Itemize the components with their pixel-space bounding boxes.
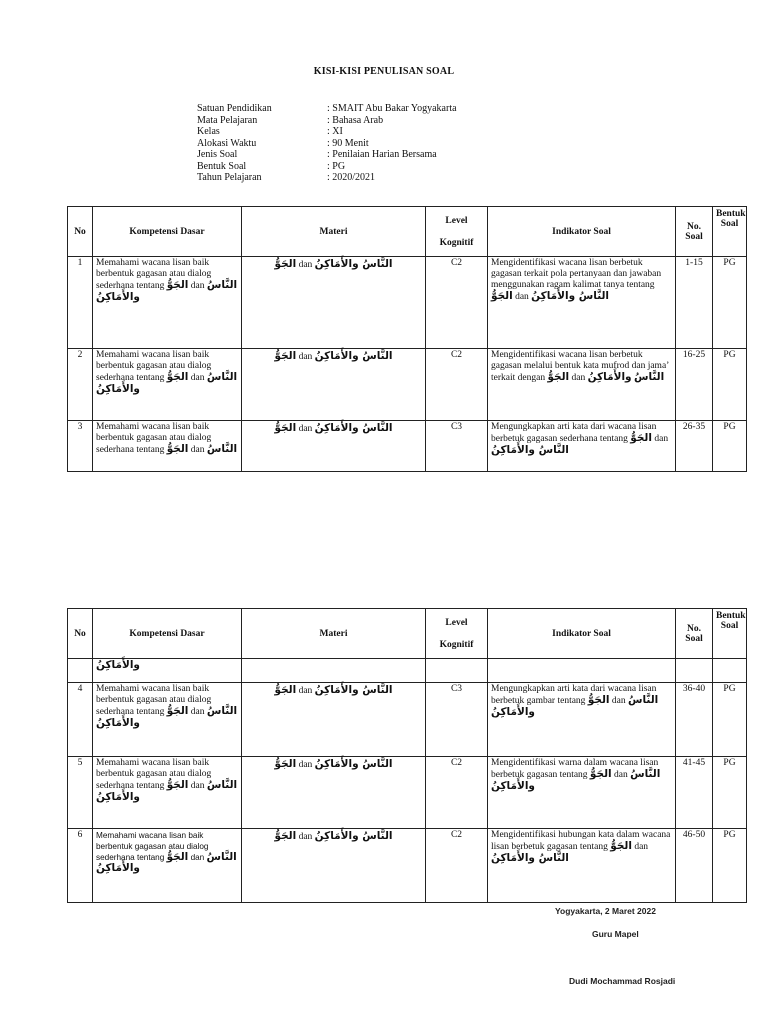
meta-row (197, 161, 457, 173)
row-materi (242, 421, 426, 472)
kd-text: Memahami wacana lisan baik berbentuk gagasan atau dialog sederhana tentang (96, 350, 212, 383)
indikator-text: Mengungkapkan arti kata dari wacana lisan berbetuk gambar tentang (491, 684, 657, 706)
arabic-nas-amakin: النَّاسُ والأَمَاكِنُ (314, 830, 393, 842)
row-indikator (488, 683, 676, 757)
dan-text: dan (190, 781, 205, 791)
table-header-row (68, 207, 747, 257)
row-kompetensi-dasar (93, 757, 242, 829)
row-kompetensi-dasar (93, 257, 242, 349)
indikator-text: Mengidentifikasi wacana lisan berbetuk gagasan melalui bentuk kata mufrod dan jama’ terkait dengan (491, 350, 669, 383)
indikator-text: Mengidentifikasi wacana lisan berbetuk gagasan terkait pola pertanyaan dan jawaban menggunakan ragam kalimat tanya tentang (491, 258, 662, 290)
meta-label: Satuan Pendidikan (197, 103, 272, 114)
header-indikator: Indikator Soal (488, 207, 676, 257)
arabic-nas-amakin: النَّاسُ والأَمَاكِنُ (314, 422, 393, 434)
indikator-text: Mengidentifikasi warna dalam wacana lisan berbetuk gagasan tentang (491, 758, 659, 780)
header-level-line1: Level (445, 215, 468, 226)
meta-row (197, 103, 457, 115)
arabic-nas-amakin: النَّاسُ والأَمَاكِنُ (314, 258, 393, 270)
arabic-nas: النَّاسُ (633, 371, 665, 383)
header-level (426, 609, 488, 659)
header-level (426, 207, 488, 257)
row-level (426, 659, 488, 683)
header-no: No (68, 207, 93, 257)
meta-label: Jenis Soal (197, 149, 238, 160)
table-row (68, 829, 747, 903)
arabic-nas: النَّاسُ (206, 851, 237, 863)
arabic-amakin: والأَمَاكِنُ (587, 371, 632, 383)
dan-text: dan (571, 373, 586, 383)
row-bentuk-soal: PG (713, 349, 747, 421)
arabic-jaww: الجَوُّ (274, 350, 297, 362)
arabic-nas: النَّاسُ (206, 371, 238, 383)
row-materi (242, 683, 426, 757)
meta-label: Alokasi Waktu (197, 137, 257, 149)
arabic-nas: النَّاسُ (206, 279, 238, 291)
arabic-amakin: والأَمَاكِنُ (96, 383, 140, 395)
table-row-continuation (68, 659, 747, 683)
dan-text: dan (298, 832, 313, 842)
row-kompetensi-dasar (93, 349, 242, 421)
row-level: C2 (426, 757, 488, 829)
header-kompetensi-dasar: Kompetensi Dasar (93, 609, 242, 659)
dan-text: dan (298, 424, 313, 434)
row-no-soal: 26-35 (676, 421, 713, 472)
dan-text: dan (190, 373, 205, 383)
row-no: 2 (68, 349, 93, 421)
row-no: 3 (68, 421, 93, 472)
header-bentuk-line2: Soal (720, 621, 739, 631)
row-no (68, 659, 93, 683)
dan-text: dan (298, 260, 313, 270)
meta-label: Kelas (197, 126, 220, 137)
meta-label: Tahun Pelajaran (197, 172, 262, 183)
header-no-soal (676, 609, 713, 659)
table-row (68, 757, 747, 829)
arabic-jaww: الجَوُّ (274, 830, 297, 842)
row-indikator (488, 829, 676, 903)
row-no-soal: 41-45 (676, 757, 713, 829)
arabic-nas-amakin: النَّاسُ والأَمَاكِنُ (314, 684, 393, 696)
arabic-nas: النَّاسُ (206, 779, 238, 791)
arabic-jaww: الجَوُّ (491, 290, 513, 302)
meta-label: Mata Pelajaran (197, 114, 258, 126)
kd-text: Memahami wacana lisan baik berbentuk gagasan atau dialog sederhana tentang (96, 758, 212, 791)
header-nosoal-line2: Soal (685, 633, 703, 644)
header-bentuk-soal (713, 207, 747, 257)
row-materi (242, 659, 426, 683)
arabic-nas-amakin: النَّاسُ والأَمَاكِنُ (314, 758, 393, 770)
row-no-soal: 1-15 (676, 257, 713, 349)
row-kompetensi-dasar (93, 683, 242, 757)
table-row (68, 257, 747, 349)
meta-row (197, 138, 457, 150)
row-indikator (488, 349, 676, 421)
header-materi: Materi (242, 207, 426, 257)
meta-value: : XI (327, 126, 343, 137)
kd-text: Memahami wacana lisan baik berbentuk gagasan atau dialog sederhana tentang (96, 258, 212, 291)
row-level: C3 (426, 683, 488, 757)
arabic-jaww: الجَوُّ (630, 432, 652, 444)
row-indikator (488, 659, 676, 683)
header-bentuk-line1: Bentuk (716, 611, 746, 621)
row-no: 5 (68, 757, 93, 829)
kd-text: Memahami wacana lisan baik berbentuk gagasan atau dialog sederhana tentang (96, 831, 209, 862)
dan-text: dan (614, 770, 628, 780)
arabic-jaww: الجَوُّ (274, 422, 297, 434)
dan-text: dan (190, 445, 205, 455)
row-no: 4 (68, 683, 93, 757)
indikator-text: Mengidentifikasi hubungan kata dalam wacana lisan berbetuk gagasan tentang (491, 830, 671, 852)
meta-label: Bentuk Soal (197, 160, 247, 172)
arabic-nas: النَّاسُ (206, 705, 238, 717)
row-kompetensi-dasar (93, 421, 242, 472)
row-no-soal (676, 659, 713, 683)
row-no: 6 (68, 829, 93, 903)
row-bentuk-soal: PG (713, 421, 747, 472)
arabic-jaww: الجَوُّ (274, 684, 297, 696)
signature-name: Dudi Mochammad Rosjadi (569, 976, 676, 986)
row-indikator (488, 757, 676, 829)
header-bentuk-line1: Bentuk (716, 209, 746, 219)
dan-text: dan (654, 434, 669, 444)
row-bentuk-soal: PG (713, 257, 747, 349)
arabic-jaww: الجَوُّ (589, 768, 612, 780)
row-no-soal: 46-50 (676, 829, 713, 903)
dan-text: dan (298, 352, 313, 362)
signature-role: Guru Mapel (592, 929, 639, 939)
header-no: No (68, 609, 93, 659)
arabic-jaww: الجَوُّ (166, 371, 189, 383)
row-level: C2 (426, 829, 488, 903)
row-no-soal: 36-40 (676, 683, 713, 757)
header-level-line2: Kognitif (439, 639, 474, 650)
arabic-nas-amakin: النَّاسُ والأَمَاكِنُ (491, 444, 569, 456)
arabic-jaww: الجَوُّ (166, 779, 189, 791)
dan-text: dan (634, 842, 649, 852)
row-materi (242, 257, 426, 349)
row-level: C2 (426, 349, 488, 421)
header-nosoal-line1: No. (687, 221, 701, 232)
arabic-jaww: الجَوُّ (166, 279, 189, 291)
row-indikator (488, 257, 676, 349)
dan-text: dan (611, 696, 626, 706)
header-materi: Materi (242, 609, 426, 659)
header-nosoal-line1: No. (687, 623, 701, 634)
meta-row (197, 172, 457, 184)
row-no-soal: 16-25 (676, 349, 713, 421)
header-level-line1: Level (445, 617, 468, 628)
kisi-table-2 (67, 608, 747, 903)
arabic-jaww: الجَوُّ (166, 443, 189, 455)
header-indikator: Indikator Soal (488, 609, 676, 659)
table-row (68, 683, 747, 757)
kd-text: Memahami wacana lisan baik berbentuk gagasan atau dialog sederhana tentang (96, 422, 212, 455)
table-row (68, 421, 747, 472)
meta-row (197, 115, 457, 127)
meta-row (197, 149, 457, 161)
meta-row (197, 126, 457, 138)
row-bentuk-soal: PG (713, 829, 747, 903)
meta-value: : SMAIT Abu Bakar Yogyakarta (327, 103, 457, 114)
meta-value: : Bahasa Arab (327, 114, 384, 126)
arabic-jaww: الجَوُّ (547, 371, 570, 383)
arabic-jaww: الجَوُّ (166, 851, 189, 863)
row-no: 1 (68, 257, 93, 349)
dan-text: dan (298, 686, 313, 696)
arabic-jaww: الجَوُّ (166, 705, 189, 717)
arabic-jaww: الجَوُّ (610, 840, 632, 852)
row-level: C3 (426, 421, 488, 472)
arabic-nas-amakin: النَّاسُ والأَمَاكِنُ (491, 852, 569, 864)
row-kompetensi-dasar (93, 659, 242, 683)
row-materi (242, 757, 426, 829)
row-bentuk-soal: PG (713, 683, 747, 757)
header-level-line2: Kognitif (439, 237, 474, 248)
arabic-nas-amakin: النَّاسُ والأَمَاكِنُ (314, 350, 393, 362)
header-bentuk-soal (713, 609, 747, 659)
signature-place-date: Yogyakarta, 2 Maret 2022 (555, 906, 656, 916)
meta-value: : 90 Menit (327, 137, 369, 149)
arabic-nas-amakin: النَّاسُ والأَمَاكِنُ (531, 290, 610, 302)
row-bentuk-soal (713, 659, 747, 683)
arabic-nas: النَّاسُ (206, 443, 238, 455)
header-nosoal-line2: Soal (685, 231, 703, 242)
meta-value: : Penilaian Harian Bersama (327, 149, 437, 160)
table-header-row (68, 609, 747, 659)
dan-text: dan (190, 281, 205, 291)
arabic-nas-amakin: النَّاسُ والأَمَاكِنُ (491, 694, 659, 718)
dan-text: dan (190, 853, 205, 862)
arabic-amakin: والأَمَاكِنُ (96, 291, 140, 303)
row-indikator (488, 421, 676, 472)
arabic-amakin: والأَمَاكِنُ (96, 659, 140, 671)
row-bentuk-soal: PG (713, 757, 747, 829)
kd-text: Memahami wacana lisan baik berbentuk gagasan atau dialog sederhana tentang (96, 684, 212, 717)
meta-value: : 2020/2021 (327, 172, 376, 183)
dan-text: dan (515, 292, 529, 302)
page-title: KISI-KISI PENULISAN SOAL (313, 66, 455, 77)
arabic-amakin: والأَمَاكِنُ (96, 717, 140, 729)
row-materi (242, 349, 426, 421)
row-materi (242, 829, 426, 903)
arabic-jaww: الجَوُّ (274, 758, 297, 770)
table-row (68, 349, 747, 421)
arabic-amakin: والأَمَاكِنُ (96, 791, 140, 803)
document-meta (197, 103, 457, 184)
arabic-nas-amakin: النَّاسُ والأَمَاكِنُ (491, 768, 661, 792)
meta-value: : PG (327, 160, 346, 172)
kisi-table-1 (67, 206, 747, 472)
arabic-jaww: الجَوُّ (274, 258, 297, 270)
header-bentuk-line2: Soal (720, 219, 739, 229)
row-kompetensi-dasar (93, 829, 242, 903)
indikator-text: Mengungkapkan arti kata dari wacana lisan berbetuk gagasan sederhana tentang (491, 422, 657, 444)
header-no-soal (676, 207, 713, 257)
arabic-amakin: والأَمَاكِنُ (96, 862, 140, 874)
header-kompetensi-dasar: Kompetensi Dasar (93, 207, 242, 257)
arabic-jaww: الجَوُّ (587, 694, 610, 706)
dan-text: dan (298, 760, 313, 770)
row-level: C2 (426, 257, 488, 349)
dan-text: dan (190, 707, 205, 717)
